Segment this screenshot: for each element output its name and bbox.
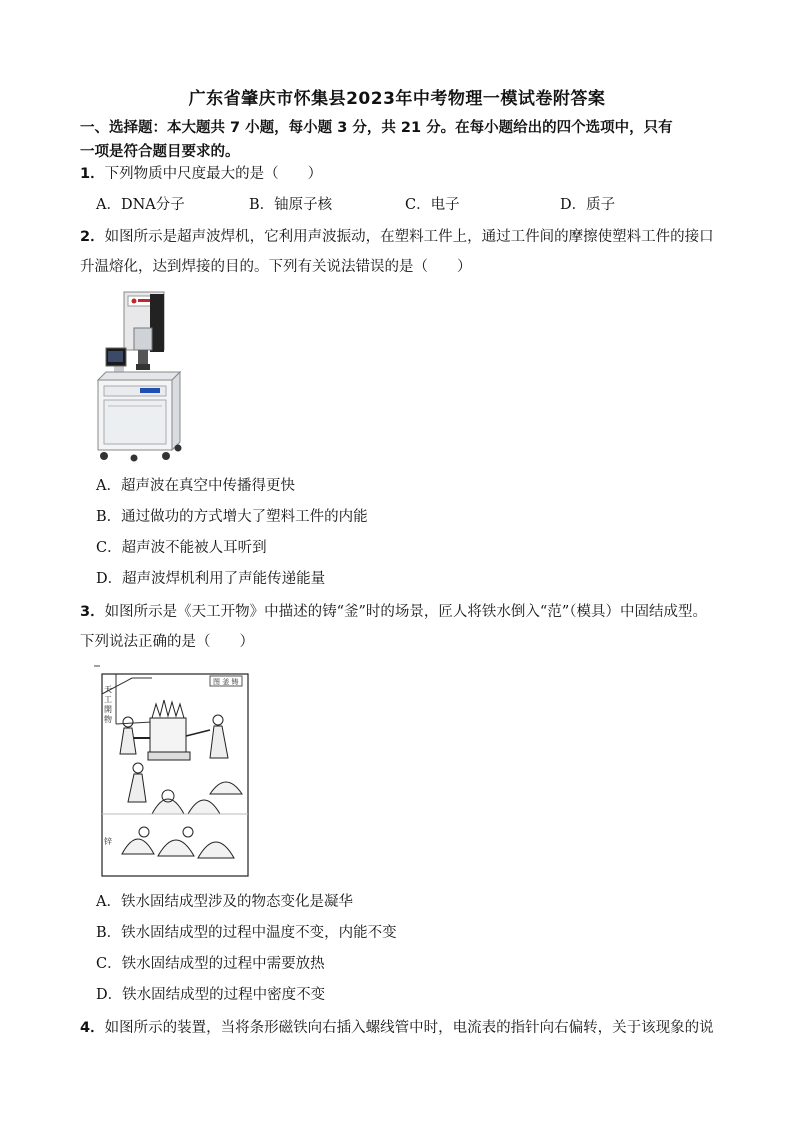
q2-option-a: A．超声波在真空中传播得更快 <box>96 478 295 494</box>
question-1-number: 1． <box>80 166 105 182</box>
page-title: 广东省肇庆市怀集县2023年中考物理一模试卷附答案 <box>188 89 606 109</box>
question-2-line-1 <box>80 227 730 247</box>
q2-option-b: B．通过做功的方式增大了塑料工件的内能 <box>96 509 368 525</box>
section-heading-line-2: 一项是符合题目要求的。 <box>80 144 240 160</box>
question-3-text-2: 下列说法正确的是（ ） <box>80 634 254 650</box>
question-1-text: 下列物质中尺度最大的是（ ） <box>104 166 323 182</box>
question-2-text-2: 升温熔化，达到焊接的目的。下列有关说法错误的是（ ） <box>80 259 472 275</box>
ultrasonic-welder-image <box>94 288 184 468</box>
question-1 <box>80 164 730 184</box>
question-2-text-1: 如图所示是超声波焊机，它利用声波振动，在塑料工件上，通过工件间的摩擦使塑料工件的接口 <box>104 229 714 245</box>
q1-option-a: A．DNA分子 <box>96 197 185 213</box>
question-4-line-1 <box>80 1018 730 1038</box>
svg-text:開: 開 <box>104 705 112 714</box>
section-heading <box>80 116 730 164</box>
q3-option-c: C．铁水固结成型的过程中需要放热 <box>96 956 325 972</box>
svg-text:图 釜 铸: 图 釜 铸 <box>213 678 239 686</box>
question-3-text-1: 如图所示是《天工开物》中描述的铸“釜”时的场景，匠人将铁水倒入“范”（模具）中固结成型。 <box>104 604 707 620</box>
svg-text:工: 工 <box>104 695 112 704</box>
q2-option-c: C．超声波不能被人耳听到 <box>96 540 267 556</box>
q3-option-b: B．铁水固结成型的过程中温度不变，内能不变 <box>96 925 397 941</box>
tiangong-kaiwu-casting-illustration <box>92 664 252 878</box>
q1-option-b: B．铀原子核 <box>249 197 333 213</box>
q1-option-c: C．电子 <box>405 197 460 213</box>
question-4-number: 4． <box>80 1020 105 1036</box>
question-3-number: 3． <box>80 604 105 620</box>
q3-option-a: A．铁水固结成型涉及的物态变化是凝华 <box>96 894 353 910</box>
svg-text:物: 物 <box>104 715 112 724</box>
svg-text:天: 天 <box>104 685 112 694</box>
question-4-text-1: 如图所示的装置，当将条形磁铁向右插入螺线管中时，电流表的指针向右偏转，关于该现象的说 <box>104 1020 714 1036</box>
section-heading-line-1: 一、选择题：本大题共 7 小题，每小题 3 分，共 21 分。在每小题给出的四个选项中，只有 <box>80 120 673 136</box>
q2-option-d: D．超声波焊机利用了声能传递能量 <box>96 571 326 587</box>
question-3-line-1 <box>80 602 730 622</box>
q3-option-d: D．铁水固结成型的过程中密度不变 <box>96 987 326 1003</box>
question-2-number: 2． <box>80 229 105 245</box>
svg-text:锌: 锌 <box>104 837 112 846</box>
q1-option-d: D．质子 <box>560 197 616 213</box>
